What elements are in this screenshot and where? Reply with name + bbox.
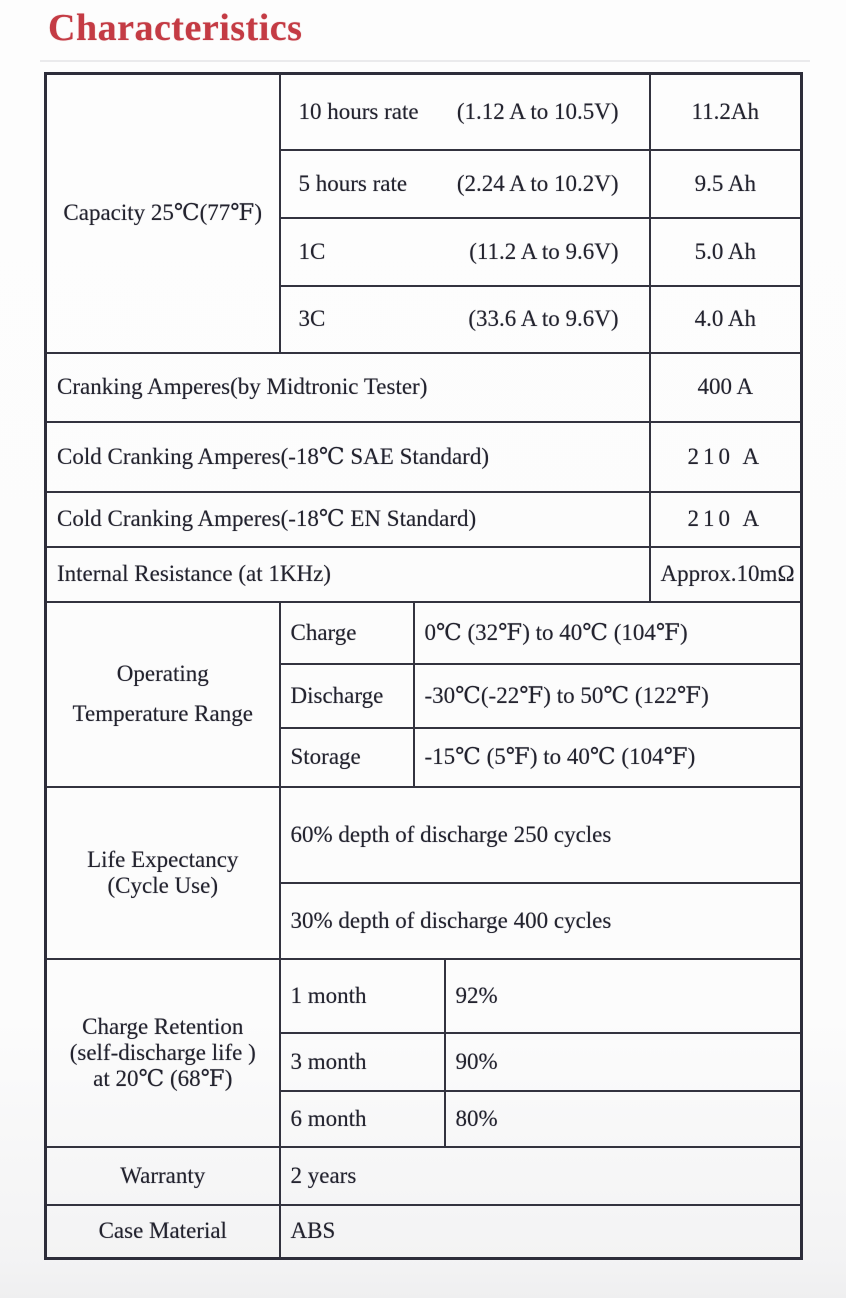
capacity-rate-cell [280,218,650,286]
rate-name: 3C [298,306,326,331]
charge-retention-label-line1: Charge Retention [82,1013,244,1039]
table-row [46,1147,802,1205]
table-row [46,422,802,492]
temp-range-cell: 0℃ (32℉) to 40℃ (104℉) [414,602,802,664]
page-title: Characteristics [48,7,303,49]
temp-range-cell: -15℃ (5℉) to 40℃ (104℉) [414,728,802,787]
table-row [46,492,802,547]
characteristics-table [44,72,803,1260]
operating-temp-label-line1: Operating [116,661,209,686]
spec-value-cell: 400 A [650,353,802,422]
rate-name: 1C [298,238,326,264]
table-row [46,353,802,422]
retention-value-cell: 92% [445,959,802,1033]
capacity-value-cell: 9.5 Ah [650,150,802,218]
life-expectancy-label-cell [46,787,280,959]
capacity-rate-cell [280,150,650,218]
table-row [46,959,802,1033]
capacity-rate-cell [280,74,650,150]
life-expectancy-value-cell: 60% depth of discharge 250 cycles [280,787,802,883]
life-expectancy-label-line1: Life Expectancy [87,846,239,872]
retention-period-cell: 6 month [280,1091,445,1147]
table-row [46,547,802,602]
charge-retention-label-line2: (self-discharge life ) [69,1039,256,1065]
spec-label-cell: Cold Cranking Amperes(-18℃ EN Standard) [46,492,650,547]
table-row [46,787,802,883]
temp-range-cell: -30℃(-22℉) to 50℃ (122℉) [414,664,802,728]
case-material-value-cell: ABS [280,1205,802,1259]
capacity-value-cell: 11.2Ah [650,74,802,150]
temp-mode-cell: Charge [280,602,414,664]
retention-period-cell: 1 month [280,959,445,1033]
temp-mode-cell: Discharge [280,664,414,728]
spec-label-cell: Cold Cranking Amperes(-18℃ SAE Standard) [46,422,650,492]
spec-label-cell: Cranking Amperes(by Midtronic Tester) [46,353,650,422]
spec-value-cell: 210 A [650,422,802,492]
table-row [46,602,802,664]
spec-label-cell: Internal Resistance (at 1KHz) [46,547,650,602]
rate-range: (1.12 A to 10.5V) [456,98,619,124]
capacity-rate-cell [280,286,650,353]
warranty-label-cell: Warranty [46,1147,280,1205]
warranty-value-cell: 2 years [280,1147,802,1205]
retention-value-cell: 90% [445,1033,802,1091]
charge-retention-label-cell [46,959,280,1147]
rate-range: (11.2 A to 9.6V) [469,238,619,264]
rate-name: 10 hours rate [298,98,419,124]
rate-range: (2.24 A to 10.2V) [456,170,619,196]
capacity-label-cell: Capacity 25℃(77℉) [46,74,280,353]
rate-name: 5 hours rate [298,170,408,196]
operating-temp-label-cell [46,602,280,787]
life-expectancy-value-cell: 30% depth of discharge 400 cycles [280,883,802,959]
charge-retention-label-line3: at 20℃ (68℉) [93,1065,233,1091]
temp-mode-cell: Storage [280,728,414,787]
case-material-label-cell: Case Material [46,1205,280,1259]
spec-value-cell: 210 A [650,492,802,547]
retention-period-cell: 3 month [280,1033,445,1091]
table-row [46,74,802,150]
life-expectancy-label-line2: (Cycle Use) [107,872,218,898]
spec-value-cell: Approx.10mΩ [650,547,802,602]
capacity-value-cell: 4.0 Ah [650,286,802,353]
scan-artifact-line [40,60,810,62]
retention-value-cell: 80% [445,1091,802,1147]
operating-temp-label-line2: Temperature Range [72,701,253,726]
capacity-value-cell: 5.0 Ah [650,218,802,286]
table-row [46,1205,802,1259]
rate-range: (33.6 A to 9.6V) [468,306,619,331]
